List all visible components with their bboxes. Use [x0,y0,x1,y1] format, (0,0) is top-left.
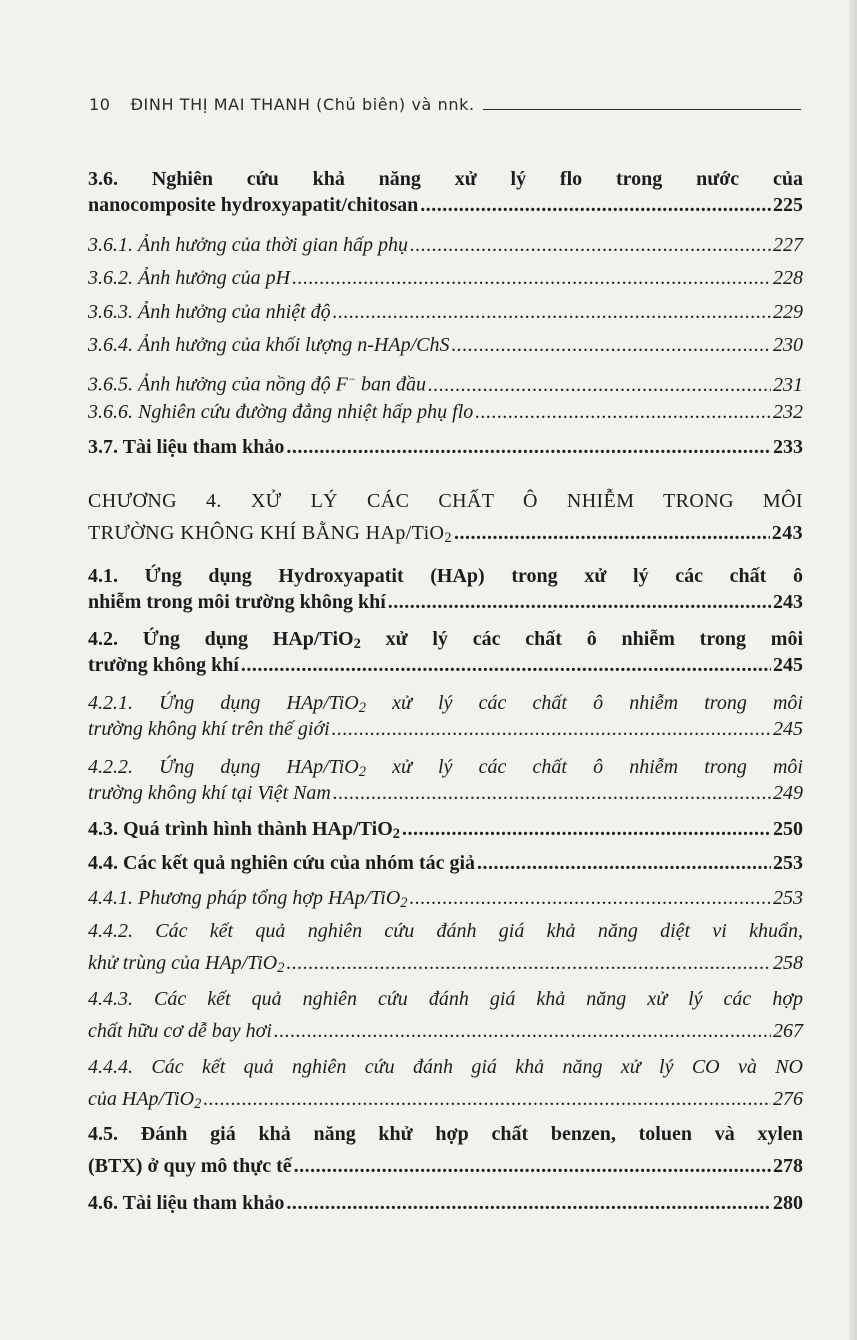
toc-entry-4-4-1 [88,885,803,911]
toc-entry-4-3 [88,816,803,842]
toc-entry-3-6 [88,166,803,218]
toc-page-number: 280 [773,1192,803,1214]
toc-entry-line [88,192,803,218]
toc-page-number: 253 [773,852,803,874]
leader-dots [410,232,771,258]
toc-entry-3-6-4 [88,332,803,358]
toc-entry-title [88,1086,201,1117]
toc-entry-4-4-2 [88,918,803,976]
toc-entry-title-part: 4.2.1. Ứng dụng HAp/TiO [88,692,359,714]
toc-entry-3-6-2 [88,265,803,291]
leader-dots [475,399,771,425]
toc-entry-line [88,520,803,546]
subscript: 2 [444,529,453,546]
toc-entry-title: chất hữu cơ dễ bay hơi [88,1020,272,1042]
toc-entry-title-part: khử trùng của HAp/TiO [88,952,278,974]
toc-entry-title [88,885,407,916]
toc-entry-3-6-6 [88,399,803,425]
toc-entry-line: 3.6. Nghiên cứu khả năng xử lý flo trong nước của [88,168,803,190]
toc-entry-title: trường không khí trên thế giới [88,718,330,740]
toc-page-number: 243 [771,522,803,544]
toc-page-number: 229 [773,301,803,323]
toc-page-number: 249 [773,782,803,804]
leader-dots [333,299,771,325]
leader-dots [286,434,771,460]
toc-entry-line: 4.5. Đánh giá khả năng khử hợp chất benzen, toluen và xylen [88,1123,803,1145]
toc-entry-4-1 [88,563,803,615]
leader-dots [402,816,771,842]
toc-entry-line [88,626,803,652]
toc-entry-line: 4.1. Ứng dụng Hydroxyapatit (HAp) trong xử lý các chất ô [88,565,803,587]
toc-entry-title: nanocomposite hydroxyapatit/chitosan [88,194,419,216]
subscript: 2 [400,894,408,911]
leader-dots [420,192,771,218]
toc-page-number: 267 [773,1020,803,1042]
toc-entry-3-6-3 [88,299,803,325]
toc-entry-4-4-3 [88,986,803,1044]
leader-dots [333,780,771,806]
running-head [89,88,801,114]
toc-entry-title: 3.6.6. Nghiên cứu đường đẳng nhiệt hấp phụ flo [88,401,474,423]
subscript: 2 [194,1095,202,1112]
toc-entry-line [88,754,803,780]
header-page-number: 10 [89,95,111,114]
toc-page-number: 250 [773,818,803,840]
toc-page-number: 243 [773,591,803,613]
toc-page-number: 227 [773,234,803,256]
leader-dots [294,1153,771,1179]
leader-dots [241,652,771,678]
leader-dots [477,850,771,876]
toc-entry-4-6 [88,1190,803,1216]
leader-dots [428,372,771,398]
toc-chapter-4 [88,488,803,546]
toc-page-number: 230 [773,334,803,356]
toc-page-number: 258 [773,952,803,974]
subscript: 2 [277,959,285,976]
toc-entry-4-2-2 [88,754,803,806]
toc-page-number: 228 [773,267,803,289]
toc-page-number: 245 [773,718,803,740]
toc-entry-4-2-1 [88,690,803,742]
toc-entry-title-part: 3.6.5. Ảnh hưởng của nồng độ F [88,373,348,396]
leader-dots [409,885,771,911]
toc-entry-title-part: 4.4.1. Phương pháp tổng hợp HAp/TiO [88,887,401,909]
header-running-title: ĐINH THỊ MAI THANH (Chủ biên) và nnk. [130,95,475,114]
toc-entry-3-6-5 [88,366,803,396]
toc-entry-title [88,520,452,551]
toc-entry-line [88,690,803,716]
header-rule [483,109,801,110]
toc-entry-4-4 [88,850,803,876]
toc-entry-title: trường không khí tại Việt Nam [88,782,331,804]
toc-entry-title: 4.6. Tài liệu tham khảo [88,1192,285,1214]
toc-entry-line: 4.4.2. Các kết quả nghiên cứu đánh giá khả năng diệt vi khuẩn, [88,920,803,942]
toc-entry-line: CHƯƠNG 4. XỬ LÝ CÁC CHẤT Ô NHIỄM TRONG MÔI [88,490,803,512]
toc-entry-title [88,366,426,398]
toc-entry-line: 4.4.3. Các kết quả nghiên cứu đánh giá khả năng xử lý các hợp [88,988,803,1010]
toc-entry-title: trường không khí [88,654,239,676]
toc-entry-3-7 [88,434,803,460]
toc-entry-4-5 [88,1121,803,1179]
leader-dots [292,265,771,291]
toc-entry-title: 4.4. Các kết quả nghiên cứu của nhóm tác giả [88,852,476,874]
leader-dots [286,950,771,976]
toc-entry-title-part: 4.2. Ứng dụng HAp/TiO [88,628,354,650]
toc-entry-title-part: của HAp/TiO [88,1088,195,1110]
subscript: 2 [392,825,400,842]
toc-entry-title: (BTX) ở quy mô thực tế [88,1155,292,1177]
toc-entry-title: 3.6.1. Ảnh hưởng của thời gian hấp phụ [88,234,409,256]
toc-page-number: 231 [773,373,803,396]
toc-entry-line: 4.4.4. Các kết quả nghiên cứu đánh giá khả năng xử lý CO và NO [88,1056,803,1078]
toc-page-number: 245 [773,654,803,676]
leader-dots [454,520,770,546]
toc-entry-title: 3.6.2. Ảnh hưởng của pH [88,267,291,289]
leader-dots [274,1018,771,1044]
toc-page-number: 253 [773,887,803,909]
toc-page-number: 278 [773,1155,803,1177]
subscript: 2 [353,635,361,652]
toc-page-number: 233 [773,436,803,458]
toc-entry-4-2 [88,626,803,678]
toc-entry-title: 3.6.3. Ảnh hưởng của nhiệt độ [88,301,331,323]
toc-entry-title-part: TRƯỜNG KHÔNG KHÍ BẰNG HAp/TiO [88,522,445,544]
toc-page-number: 276 [773,1088,803,1110]
toc-entry-title: nhiễm trong môi trường không khí [88,591,386,613]
toc-page-number: 232 [773,401,803,423]
leader-dots [286,1190,771,1216]
toc-entry-title-part: ban đầu [356,373,427,396]
leader-dots [388,589,771,615]
toc-entry-title-part: xử lý các chất ô nhiễm trong môi [365,756,803,778]
leader-dots [203,1086,771,1112]
toc-entry-title [88,950,284,981]
toc-entry-title-part: xử lý các chất ô nhiễm trong môi [360,628,803,650]
toc-entry-title-part: 4.2.2. Ứng dụng HAp/TiO [88,756,359,778]
toc-entry-title: 3.6.4. Ảnh hưởng của khối lượng n-HAp/ChS [88,334,450,356]
toc-entry-title-part: 4.3. Quá trình hình thành HAp/TiO [88,818,393,840]
subscript: 2 [358,763,366,780]
toc-entry-title [88,816,400,847]
superscript-minus: − [347,372,357,386]
toc-entry-4-4-4 [88,1054,803,1112]
toc-page-number: 225 [773,194,803,216]
subscript: 2 [358,699,366,716]
leader-dots [451,332,771,358]
leader-dots [332,716,771,742]
page-edge [849,0,857,1340]
toc-entry-title-part: xử lý các chất ô nhiễm trong môi [365,692,803,714]
toc-entry-title: 3.7. Tài liệu tham khảo [88,436,285,458]
toc-entry-3-6-1 [88,232,803,258]
